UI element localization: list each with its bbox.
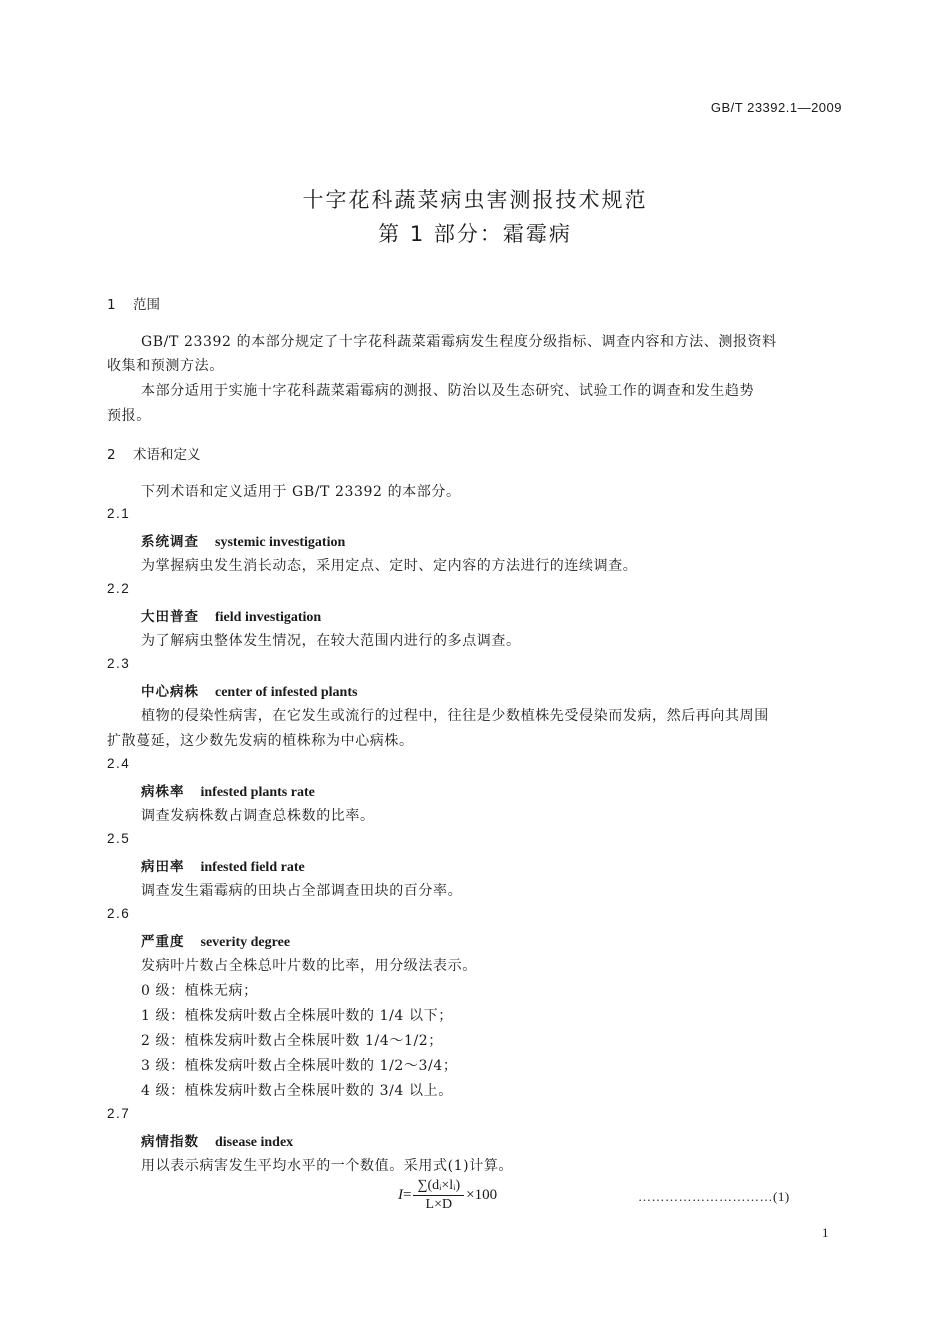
term-definition: 为了解病虫整体发生情况，在较大范围内进行的多点调查。 — [141, 633, 521, 649]
section-1-heading — [107, 293, 160, 313]
section-1-paragraph-1-line-2: 收集和预测方法。 — [107, 358, 224, 374]
term-definition: 调查发病株数占调查总株数的比率。 — [141, 808, 375, 824]
section-1-paragraph-2-line-2: 预报。 — [107, 408, 151, 424]
term-number: 2.7 — [107, 1106, 131, 1121]
severity-level: 2 级：植株发病叶数占全株展叶数 1/4～1/2； — [141, 1033, 443, 1049]
severity-level: 1 级：植株发病叶数占全株展叶数的 1/4 以下； — [141, 1008, 453, 1024]
disease-index-formula — [398, 1178, 497, 1213]
term-chinese: 病株率 — [141, 784, 185, 800]
term-english: disease index — [215, 1135, 294, 1150]
term-english: infested plants rate — [200, 785, 315, 800]
document-title: 十字花科蔬菜病虫害测报技术规范 — [302, 188, 648, 212]
term-definition: 植物的侵染性病害，在它发生或流行的过程中，往往是少数植株先受侵染而发病，然后再向其周围 — [141, 708, 769, 724]
term-chinese: 病情指数 — [141, 1134, 199, 1150]
term-title — [141, 605, 321, 626]
term-title — [141, 930, 290, 951]
term-chinese: 系统调查 — [141, 534, 199, 550]
section-2-heading — [107, 443, 201, 463]
term-number: 2.5 — [107, 831, 131, 846]
severity-level: 4 级：植株发病叶数占全株展叶数的 3/4 以上。 — [141, 1083, 453, 1099]
formula-fraction — [413, 1178, 464, 1213]
document-subtitle: 第 1 部分：霜霉病 — [378, 222, 572, 246]
formula-denominator: L×D — [425, 1197, 453, 1212]
term-chinese: 大田普查 — [141, 609, 199, 625]
severity-level: 3 级：植株发病叶数占全株展叶数的 1/2～3/4； — [141, 1058, 458, 1074]
term-definition: 调查发生霜霉病的田块占全部调查田块的百分率。 — [141, 883, 463, 899]
term-title — [141, 680, 357, 701]
term-definition-continued: 扩散蔓延，这少数先发病的植株称为中心病株。 — [107, 733, 414, 749]
formula-equals: = — [403, 1187, 412, 1203]
section-title: 术语和定义 — [133, 447, 201, 463]
section-number: 2 — [107, 447, 116, 463]
section-title: 范围 — [133, 297, 160, 313]
term-chinese: 严重度 — [141, 934, 185, 950]
term-english: field investigation — [215, 610, 322, 625]
section-number: 1 — [107, 297, 116, 313]
equation-number: …………………………(1) — [638, 1189, 790, 1204]
term-definition: 用以表示病害发生平均水平的一个数值。采用式(1)计算。 — [141, 1158, 514, 1174]
severity-level: 0 级：植株无病； — [141, 983, 258, 999]
term-chinese: 中心病株 — [141, 684, 199, 700]
formula-multiplier: ×100 — [466, 1187, 498, 1203]
term-title — [141, 530, 345, 551]
term-title — [141, 780, 315, 801]
term-title — [141, 855, 305, 876]
standard-number: GB/T 23392.1—2009 — [710, 100, 842, 115]
section-2-intro: 下列术语和定义适用于 GB/T 23392 的本部分。 — [141, 484, 461, 500]
term-english: severity degree — [200, 935, 291, 950]
term-number: 2.2 — [107, 581, 131, 596]
term-chinese: 病田率 — [141, 859, 185, 875]
formula-lhs: I — [398, 1187, 403, 1203]
term-definition: 为掌握病虫发生消长动态，采用定点、定时、定内容的方法进行的连续调查。 — [141, 558, 638, 574]
formula-numerator: ∑(dᵢ×lᵢ) — [413, 1178, 464, 1196]
page-number: 1 — [822, 1225, 829, 1240]
term-number: 2.6 — [107, 906, 131, 921]
term-number: 2.4 — [107, 756, 131, 771]
term-definition: 发病叶片数占全株总叶片数的比率，用分级法表示。 — [141, 958, 477, 974]
section-1-paragraph-2-line-1: 本部分适用于实施十字花科蔬菜霜霉病的测报、防治以及生态研究、试验工作的调查和发生趋势 — [141, 383, 755, 399]
section-1-paragraph-1-line-1: GB/T 23392 的本部分规定了十字花科蔬菜霜霉病发生程度分级指标、调查内容和方法、测报资料 — [141, 334, 777, 350]
term-english: center of infested plants — [215, 685, 358, 700]
term-english: infested field rate — [200, 860, 305, 875]
term-number: 2.3 — [107, 656, 131, 671]
term-number: 2.1 — [107, 506, 131, 521]
term-title — [141, 1130, 293, 1151]
term-english: systemic investigation — [215, 535, 346, 550]
